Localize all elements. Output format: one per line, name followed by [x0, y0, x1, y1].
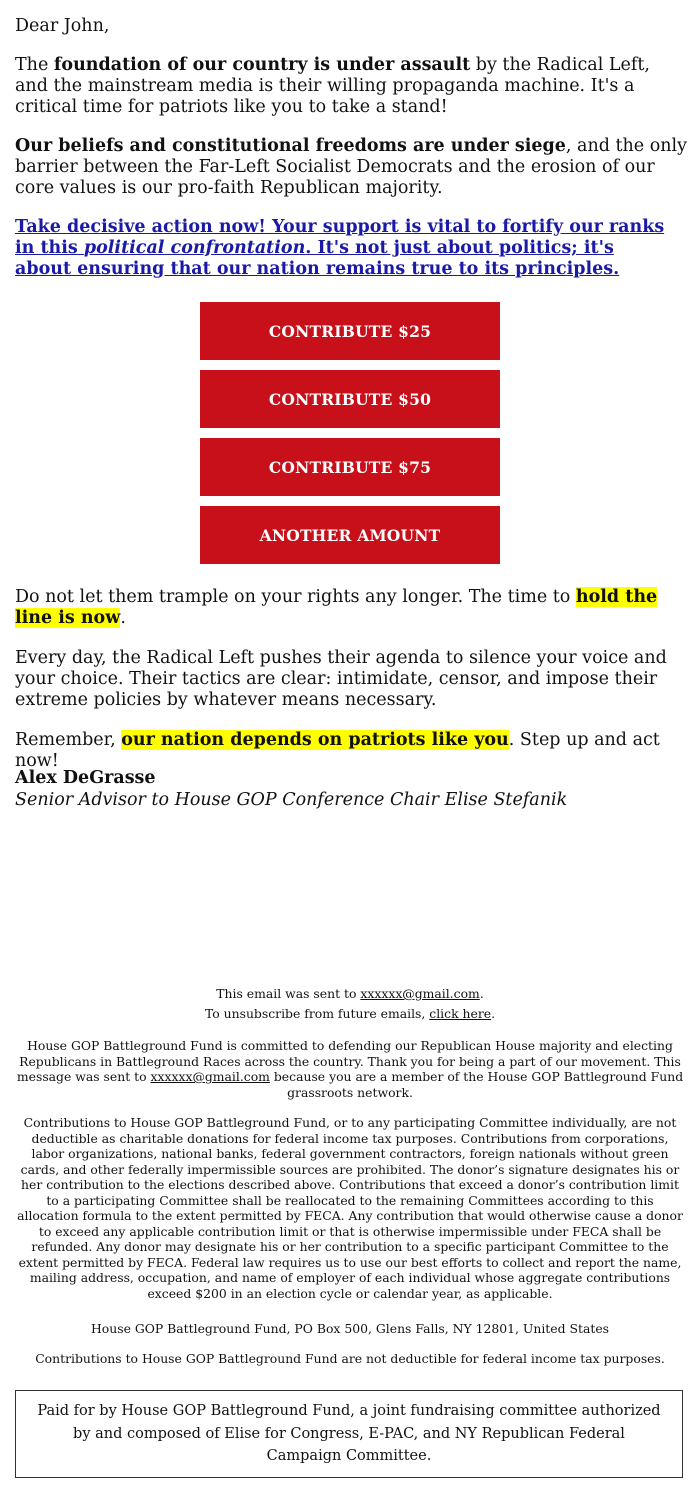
paragraph-agenda: Every day, the Radical Left pushes their agenda to silence your voice and your choice. Their tactics are clear: intimidate, censor, and impose their extreme policies by whatever means necessary.	[15, 648, 667, 710]
link-text[interactable]: . It's not just about politics; it's about ensuring that our nation remains true to its principles.	[15, 238, 620, 279]
text: This email was sent to	[216, 986, 361, 1001]
call-to-action-link-paragraph	[15, 217, 675, 280]
greeting: Dear John,	[15, 16, 110, 36]
text: . Step up and act now!	[15, 730, 660, 771]
text: .	[491, 1005, 496, 1021]
signature-title: Senior Advisor to House GOP Conference Chair Elise Stefanik	[15, 790, 568, 810]
footer-legal-disclaimer: Contributions to House GOP Battleground Fund, or to any participating Committee individually, are not deductible as charitable donations for federal income tax purposes. Contributions from corporations, labor organizations, national banks, federal government contractors, foreign nationals without green cards, and other federally impermissible sources are prohibited. The donor’s signature designates his or her contribution to the elections described above. Contributions that exceed a donor’s contribution limit to a participating Committee shall be reallocated to the remaining Committees according to this allocation formula to the extent permitted by FECA. Any contribution that would otherwise cause a donor to exceed any applicable contribution limit or that is otherwise impermissible under FECA shall be refunded. Any donor may designate his or her contribution to a specific participant Committee to the extent permitted by FECA. Federal law requires us to use our best efforts to collect and report the name, mailing address, occupation, and name of employer of each individual whose aggregate contributions exceed $200 in an election cycle or calendar year, as applicable.	[17, 1115, 683, 1301]
text: Do not let them trample on your rights any longer. The time to	[15, 587, 576, 607]
footer-mission	[16, 1038, 684, 1100]
sent-to-line	[16, 986, 684, 1002]
text: To unsubscribe from future emails,	[204, 1005, 430, 1021]
bold-text: foundation of our country is under assault	[53, 55, 471, 75]
footer-tax-notice: Contributions to House GOP Battleground Fund are not deductible for federal income tax purposes.	[35, 1351, 665, 1366]
highlighted-text: our nation depends on patriots like you	[121, 730, 509, 750]
contribute-50-button[interactable]: CONTRIBUTE $50	[200, 370, 500, 428]
paragraph-beliefs	[15, 136, 687, 199]
link-italic-text[interactable]: political confrontation	[83, 238, 306, 258]
link-text[interactable]: Take decisive action now! Your support is vital to fortify our ranks in this	[15, 217, 665, 258]
email-link[interactable]: xxxxxx@gmail.com	[360, 986, 480, 1001]
paragraph-intro	[15, 55, 687, 118]
text: .	[120, 608, 126, 628]
paid-for-text: Paid for by House GOP Battleground Fund, a joint fundraising committee authorized by and composed of Elise for Congress, E-PAC, and NY Republican Federal Campaign Committee.	[37, 1403, 661, 1465]
paragraph-hold-line	[15, 587, 687, 629]
another-amount-button[interactable]: ANOTHER AMOUNT	[200, 506, 500, 564]
call-to-action-link[interactable]	[15, 217, 664, 279]
footer-sent-info	[16, 986, 684, 1021]
text: because you are a member of the House GOP Battleground Fund grassroots network.	[269, 1069, 684, 1100]
email-link[interactable]: xxxxxx@gmail.com	[150, 1069, 270, 1084]
bold-text: Our beliefs and constitutional freedoms are under siege	[15, 136, 566, 156]
unsubscribe-line	[16, 1006, 684, 1022]
paragraph-remember	[15, 730, 687, 772]
footer-address: House GOP Battleground Fund, PO Box 500, Glens Falls, NY 12801, United States	[90, 1321, 610, 1336]
contribute-25-button[interactable]: CONTRIBUTE $25	[200, 302, 500, 360]
text: by the Radical Left, and the mainstream media is their willing propaganda machine. It's a critical time for patriots like you to take a stand!	[15, 55, 650, 117]
highlighted-text: hold the line is now	[15, 587, 658, 628]
paid-for-disclaimer-box	[15, 1390, 683, 1478]
text: The	[15, 55, 54, 75]
text: House GOP Battleground Fund is committed to defending our Republican House majority and electing Republicans in Battleground Races across the country. Thank you for being a part of our movement. This message was sent to	[16, 1038, 681, 1084]
signature-name: Alex DeGrasse	[15, 768, 156, 788]
text: .	[479, 986, 484, 1001]
contribute-75-button[interactable]: CONTRIBUTE $75	[200, 438, 500, 496]
unsubscribe-link[interactable]: click here	[429, 1005, 492, 1021]
text: , and the only barrier between the Far-Left Socialist Democrats and the erosion of our core values is our pro-faith Republican majority.	[15, 136, 688, 198]
text: Remember,	[15, 730, 122, 750]
